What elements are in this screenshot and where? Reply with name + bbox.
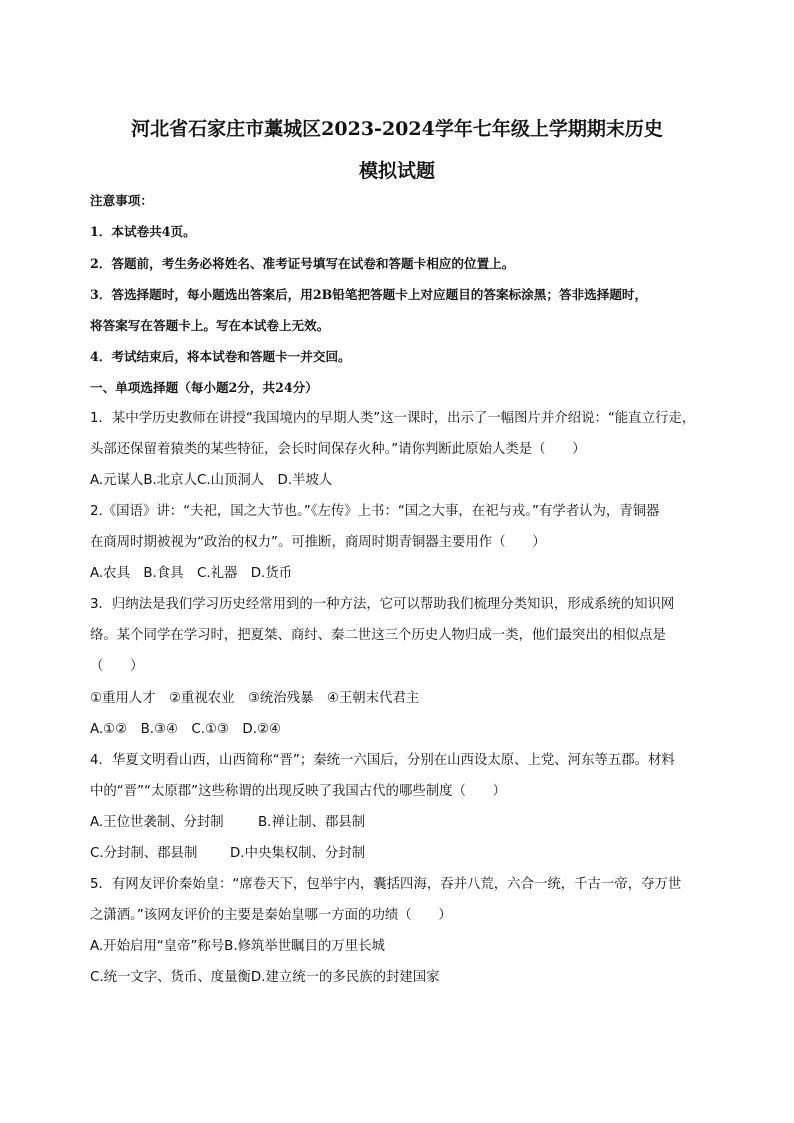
notice-heading: 注意事项： bbox=[90, 193, 153, 208]
q3-choices: ①重用人才 ②重视农业 ③统治残暴 ④王朝末代君主 bbox=[90, 691, 420, 706]
q4-option-a: A.王位世袭制、分封制 bbox=[90, 815, 224, 830]
q4-option-b: B.禅让制、郡县制 bbox=[258, 815, 366, 830]
q5-options-row1: A.开始启用“皇帝”称号B.修筑举世瞩目的万里长城 bbox=[90, 939, 385, 954]
q4-options-row1 bbox=[90, 814, 365, 832]
q2-stem-line1: 2.《国语》讲：“夫祀，国之大节也。”《左传》上书：“国之大事，在祀与戎。”有学者认为，青铜器 bbox=[90, 504, 660, 519]
notice-item-2: 2．答题前，考生务必将姓名、准考证号填写在试卷和答题卡相应的位置上。 bbox=[90, 256, 515, 271]
q4-option-d: D.中央集权制、分封制 bbox=[230, 846, 366, 861]
q1-options: A.元谋人B.北京人C.山顶洞人 D.半坡人 bbox=[90, 473, 333, 488]
q3-stem-line1: 3．归纳法是我们学习历史经常用到的一种方法，它可以帮助我们梳理分类知识，形成系统的知识网 bbox=[90, 597, 675, 612]
q5-stem-line2: 之潇洒。”该网友评价的主要是秦始皇哪一方面的功绩（ ） bbox=[90, 908, 452, 923]
notice-item-1: 1．本试卷共4页。 bbox=[90, 224, 196, 239]
q2-options: A.农具 B.食具 C.礼器 D.货币 bbox=[90, 566, 293, 581]
q1-stem-line2: 头部还保留着猿类的某些特征，会长时间保存火种。”请你判断此原始人类是（ ） bbox=[90, 442, 586, 457]
q2-stem-line2: 在商周时期被视为“政治的权力”。可推断，商周时期青铜器主要用作（ ） bbox=[90, 535, 546, 550]
q3-stem-line2: 络。某个同学在学习时，把夏桀、商纣、秦二世这三个历史人物归成一类，他们最突出的相似点是 bbox=[90, 628, 666, 643]
q1-stem-line1: 1．某中学历史教师在讲授“我国境内的早期人类”这一课时，出示了一幅图片并介绍说：“能直立行走， bbox=[90, 411, 696, 426]
q4-options-row2 bbox=[90, 845, 365, 863]
q5-options-row2: C.统一文字、货币、度量衡D.建立统一的多民族的封建国家 bbox=[90, 970, 440, 985]
document-subtitle: 模拟试题 bbox=[358, 160, 435, 182]
notice-item-3: 3．答选择题时，每小题选出答案后，用2B铅笔把答题卡上对应题目的答案标涂黑；答非选择题时， bbox=[90, 287, 648, 302]
q3-options: A.①② B.③④ C.①③ D.②④ bbox=[90, 722, 282, 737]
q4-option-c: C.分封制、郡县制 bbox=[90, 846, 198, 861]
notice-item-4: 4．考试结束后，将本试卷和答题卡一并交回。 bbox=[90, 349, 351, 364]
section-heading: 一、单项选择题（每小题2分，共24分） bbox=[90, 380, 318, 395]
q4-stem-line2: 中的“晋”“太原郡”这些称谓的出现反映了我国古代的哪些制度（ ） bbox=[90, 784, 507, 799]
document-title: 河北省石家庄市藁城区2023-2024学年七年级上学期期末历史 bbox=[131, 118, 663, 140]
notice-item-3-cont: 将答案写在答题卡上。写在本试卷上无效。 bbox=[90, 318, 330, 333]
q3-stem-line3: （ ） bbox=[90, 659, 144, 674]
q5-stem-line1: 5．有网友评价秦始皇：“席卷天下，包举宇内，囊括四海，吞并八荒，六合一统，千古一帝，夺万世 bbox=[90, 877, 682, 892]
q4-stem-line1: 4．华夏文明看山西，山西简称“晋”；秦统一六国后，分别在山西设太原、上党、河东等五郡。材料 bbox=[90, 753, 675, 768]
